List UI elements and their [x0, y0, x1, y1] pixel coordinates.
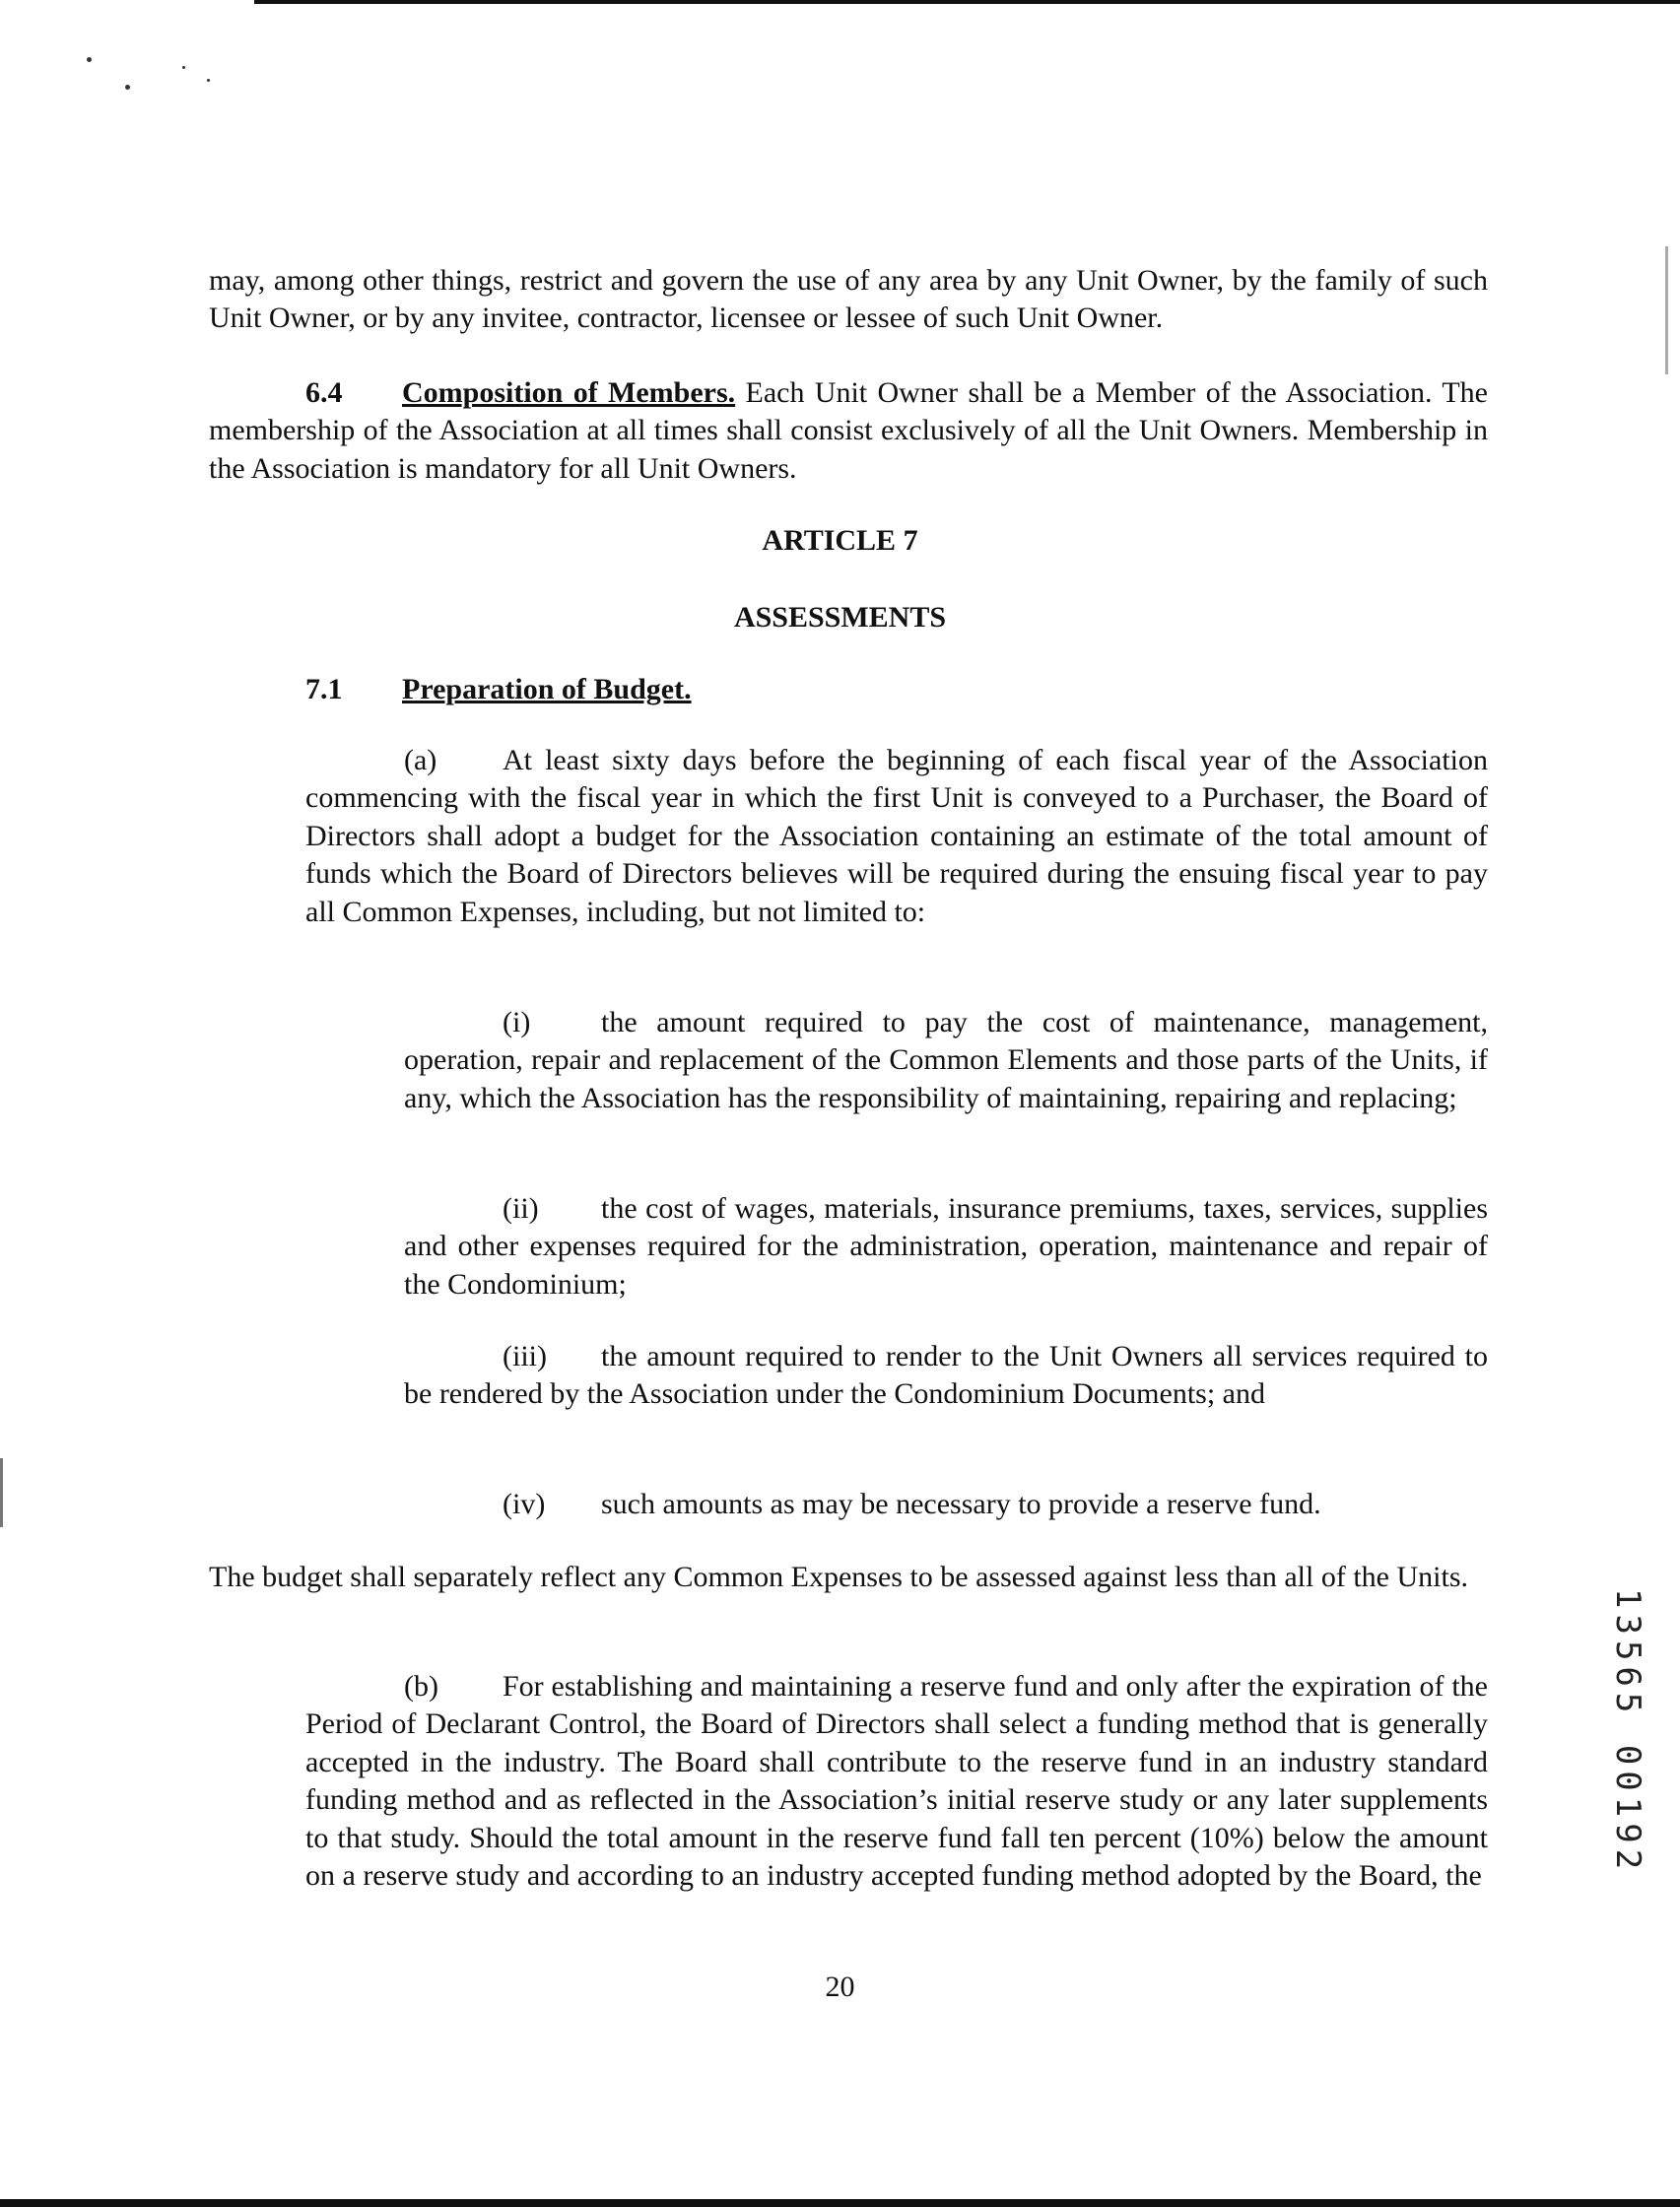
list-item-label: (ii): [503, 1192, 539, 1225]
section-title: Composition of Members.: [402, 376, 736, 409]
article-title: ASSESSMENTS: [733, 601, 947, 634]
recording-stamp-number: 13565 00192: [1608, 1588, 1647, 1876]
list-item-text: the amount required to pay the cost of maintenance, management, operation, repair and replacement of the Common Elements and those parts of the Units, if any, which the Association has the responsibility of maintaining, repairing and replacing;: [404, 1006, 1488, 1114]
paragraph-label: (a): [404, 744, 437, 776]
section-number: 7.1: [305, 673, 343, 705]
paragraph-b: [305, 1668, 1488, 1895]
scan-speck: [125, 85, 130, 90]
scan-speck: [207, 79, 210, 82]
continuation-paragraph: may, among other things, restrict and govern the use of any area by any Unit Owner, by the family of such Unit Owner, or by any invitee, contractor, licensee or lessee of such Unit Owner.: [209, 264, 1488, 335]
scan-edge-mark: [1665, 246, 1668, 374]
list-item-label: (iv): [503, 1488, 546, 1520]
paragraph-label: (b): [404, 1670, 438, 1703]
scan-border-top: [254, 0, 1680, 4]
list-item-text: the amount required to render to the Unit Owners all services required to be rendered by the Association under the Condominium Documents; and: [404, 1340, 1488, 1411]
budget-note-paragraph: The budget shall separately reflect any Common Expenses to be assessed against less than all of the Units.: [209, 1561, 1469, 1593]
recording-stamp: [1608, 1588, 1653, 1876]
section-title: Preparation of Budget.: [402, 673, 692, 705]
list-item-text: the cost of wages, materials, insurance premiums, taxes, services, supplies and other expenses required for the administration, operation, maintenance and repair of the Condominium;: [404, 1192, 1488, 1301]
page-number: 20: [825, 1971, 855, 2003]
scan-speck: [182, 66, 185, 69]
list-item-text: such amounts as may be necessary to provide a reserve fund.: [601, 1488, 1321, 1520]
section-number: 6.4: [305, 376, 343, 409]
paragraph-a: [305, 742, 1488, 931]
list-item: [404, 1190, 1488, 1304]
list-item-label: (i): [503, 1006, 531, 1038]
list-item: [404, 1486, 1488, 1523]
scan-speck: [87, 57, 92, 62]
article-heading: ARTICLE 7: [762, 524, 918, 557]
list-item: [404, 1004, 1488, 1117]
section-6-4-paragraph: [209, 374, 1488, 488]
list-item: [404, 1338, 1488, 1414]
scan-border-bottom: [0, 2199, 1680, 2207]
paragraph-text: For establishing and maintaining a reserve fund and only after the expiration of the Period of Declarant Control, the Board of Directors shall select a funding method that is generally accepted in the industry. The Board shall contribute to the reserve fund in an industry standard funding method and as reflected in the Association’s initial reserve study or any later supplements to that study. Should the total amount in the reserve fund fall ten percent (10%) below the amount on a reserve study and according to an industry accepted funding method adopted by the Board, the: [305, 1670, 1488, 1893]
section-text: Each Unit Owner shall be a Member of the Association. The membership of the Association at all times shall consist exclusively of all the Unit Owners. Membership in the Association is mandatory for all Unit Owners.: [209, 376, 1488, 485]
paragraph-text: At least sixty days before the beginning of each fiscal year of the Association commencing with the fiscal year in which the first Unit is conveyed to a Purchaser, the Board of Directors shall adopt a budget for the Association containing an estimate of the total amount of funds which the Board of Directors believes will be required during the ensuing fiscal year to pay all Common Expenses, including, but not limited to:: [305, 744, 1488, 928]
scan-edge-mark: [0, 1458, 3, 1527]
list-item-label: (iii): [503, 1340, 547, 1372]
section-7-1-heading: [305, 671, 1488, 708]
